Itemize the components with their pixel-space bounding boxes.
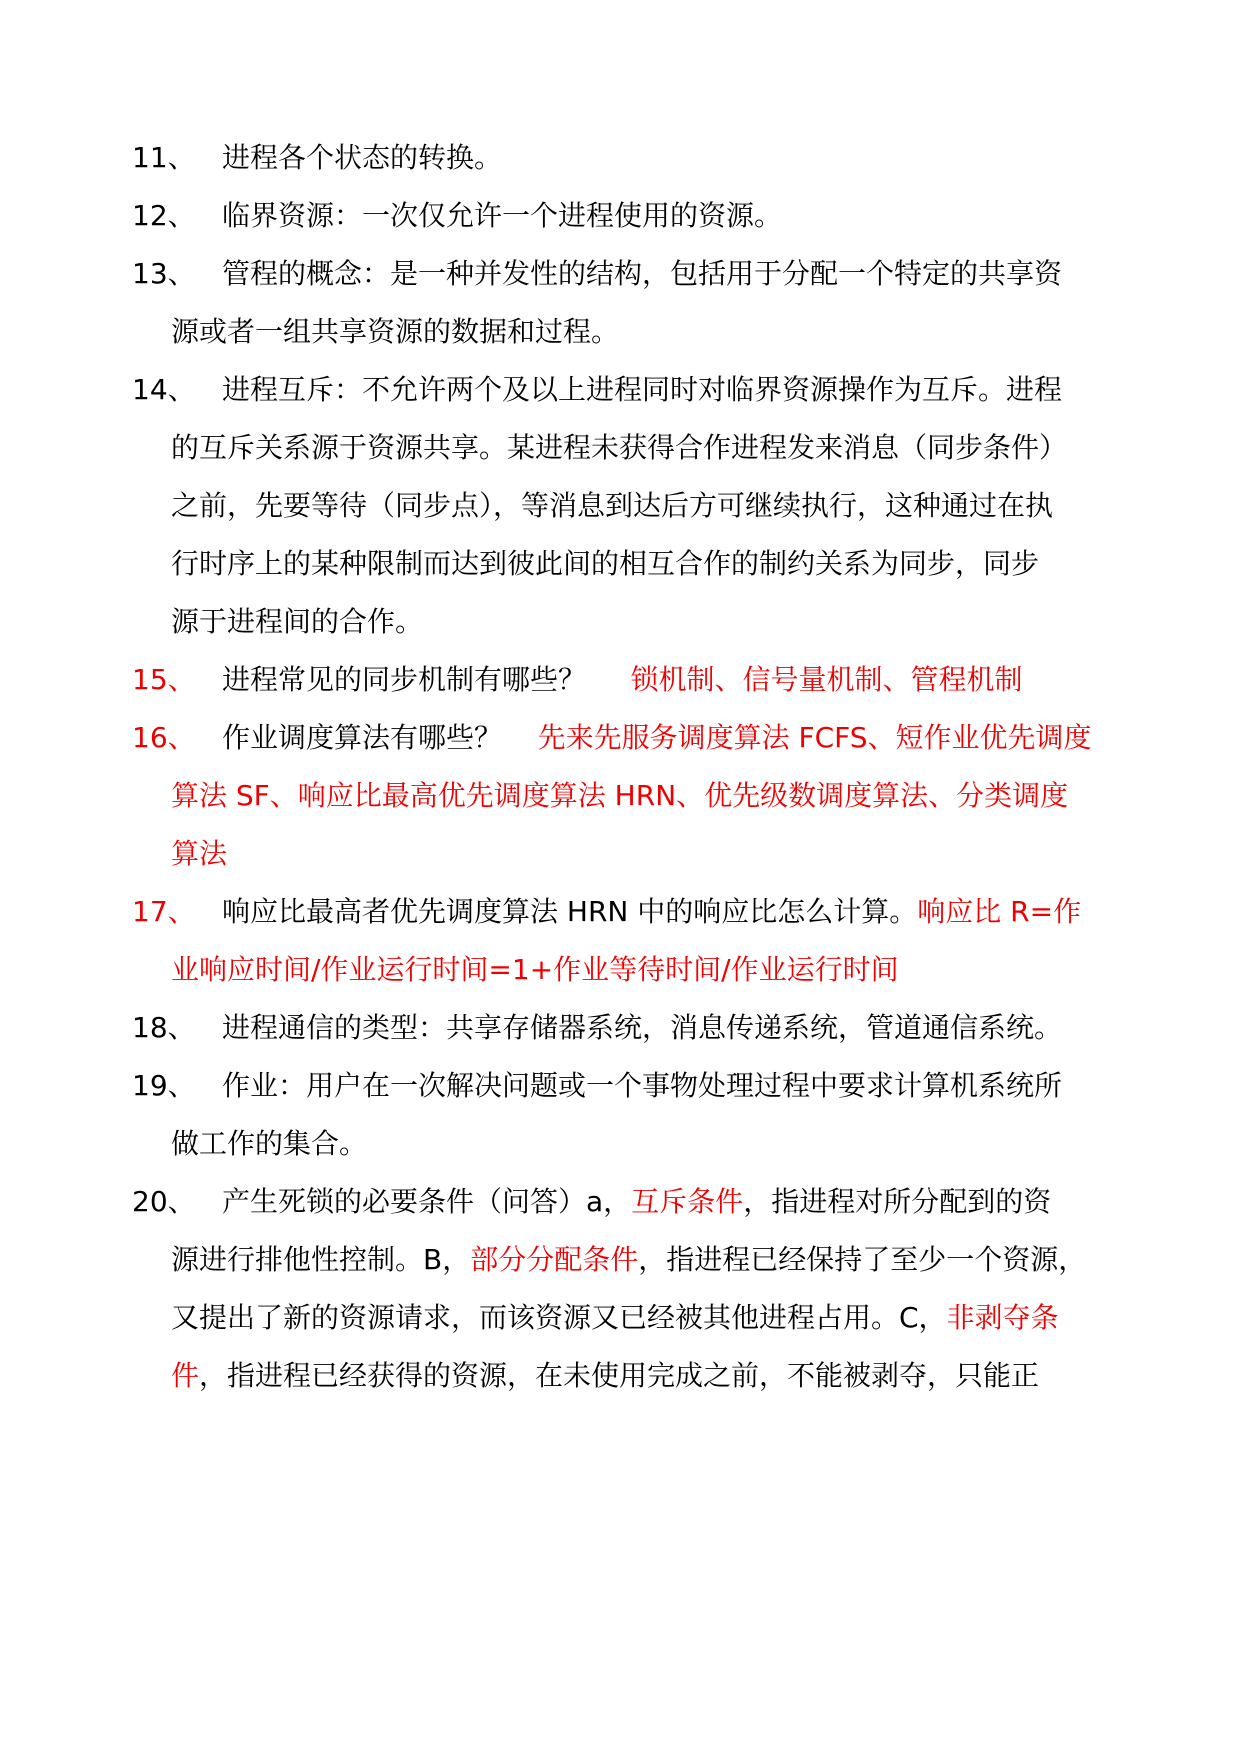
highlighted-text: 件 bbox=[171, 1359, 200, 1392]
item-number: 20、 bbox=[132, 1185, 196, 1218]
item-text-line bbox=[171, 312, 619, 352]
text-segment: 进程常见的同步机制有哪些？ bbox=[222, 663, 631, 696]
text-segment: 行时序上的某种限制而达到彼此间的相互合作的制约关系为同步，同步 bbox=[171, 547, 1040, 580]
text-segment: ，指进程对所分配到的资 bbox=[743, 1185, 1052, 1218]
highlighted-text: 算法 SF、响应比最高优先调度算法 HRN、优先级数调度算法、分类调度 bbox=[171, 779, 1069, 812]
item-text-line bbox=[222, 138, 502, 178]
text-segment: 作业：用户在一次解决问题或一个事物处理过程中要求计算机系统所 bbox=[222, 1069, 1063, 1102]
item-text-line bbox=[171, 602, 423, 642]
item-text-line bbox=[222, 718, 1092, 758]
item-number: 15、 bbox=[132, 663, 196, 696]
item-number: 16、 bbox=[132, 721, 196, 754]
highlighted-text: 算法 bbox=[171, 837, 228, 870]
item-text-line bbox=[171, 428, 1067, 468]
text-segment: 源进行排他性控制。B， bbox=[171, 1243, 471, 1276]
text-segment: 做工作的集合。 bbox=[171, 1127, 368, 1160]
item-text-line bbox=[171, 834, 227, 874]
text-segment: 管程的概念：是一种并发性的结构，包括用于分配一个特定的共享资 bbox=[222, 257, 1063, 290]
text-segment: 之前，先要等待（同步点），等消息到达后方可继续执行，这种通过在执 bbox=[171, 489, 1054, 522]
text-segment: 源或者一组共享资源的数据和过程。 bbox=[171, 315, 620, 348]
item-number: 18、 bbox=[132, 1011, 196, 1044]
item-text-line bbox=[222, 370, 1062, 410]
item-number: 19、 bbox=[132, 1069, 196, 1102]
highlighted-text: 锁机制、信号量机制、管程机制 bbox=[630, 663, 1023, 696]
highlighted-text: 先来先服务调度算法 FCFS、短作业优先调度 bbox=[537, 721, 1092, 754]
item-text-line bbox=[222, 254, 1062, 294]
item-text-line bbox=[171, 1240, 1086, 1280]
item-text-line bbox=[171, 1124, 367, 1164]
text-segment: 临界资源：一次仅允许一个进程使用的资源。 bbox=[222, 199, 783, 232]
item-number: 13、 bbox=[132, 257, 196, 290]
item-text-line bbox=[222, 1182, 1051, 1222]
highlighted-text: 互斥条件 bbox=[631, 1185, 744, 1218]
item-text-line bbox=[171, 1298, 1059, 1338]
item-text-line bbox=[222, 660, 1023, 700]
item-number: 17、 bbox=[132, 895, 196, 928]
text-segment: 进程各个状态的转换。 bbox=[222, 141, 503, 174]
text-segment: 作业调度算法有哪些？ bbox=[222, 721, 538, 754]
item-text-line bbox=[171, 776, 1068, 816]
item-text-line bbox=[222, 892, 1081, 932]
text-segment: 进程通信的类型：共享存储器系统，消息传递系统，管道通信系统。 bbox=[222, 1011, 1063, 1044]
highlighted-text: 响应比 R=作 bbox=[917, 895, 1082, 928]
text-segment: 源于进程间的合作。 bbox=[171, 605, 424, 638]
item-text-line bbox=[171, 544, 1039, 584]
text-segment: 响应比最高者优先调度算法 HRN 中的响应比怎么计算。 bbox=[222, 895, 918, 928]
item-text-line bbox=[222, 196, 782, 236]
item-text-line bbox=[171, 950, 899, 990]
text-segment: 进程互斥：不允许两个及以上进程同时对临界资源操作为互斥。进程 bbox=[222, 373, 1063, 406]
text-segment: 又提出了新的资源请求，而该资源又已经被其他进程占用。C， bbox=[171, 1301, 947, 1334]
text-segment: ，指进程已经获得的资源，在未使用完成之前，不能被剥夺，只能正 bbox=[199, 1359, 1040, 1392]
highlighted-text: 部分分配条件 bbox=[470, 1243, 639, 1276]
highlighted-text: 非剥夺条 bbox=[946, 1301, 1059, 1334]
highlighted-text: 业响应时间/作业运行时间=1+作业等待时间/作业运行时间 bbox=[171, 953, 899, 986]
item-text-line bbox=[171, 1356, 1039, 1396]
item-text-line bbox=[222, 1066, 1062, 1106]
text-segment: ，指进程已经保持了至少一个资源， bbox=[638, 1243, 1087, 1276]
text-segment: 产生死锁的必要条件（问答）a， bbox=[222, 1185, 632, 1218]
text-segment: 的互斥关系源于资源共享。某进程未获得合作进程发来消息（同步条件） bbox=[171, 431, 1068, 464]
item-text-line bbox=[222, 1008, 1062, 1048]
item-number: 14、 bbox=[132, 373, 196, 406]
item-number: 12、 bbox=[132, 199, 196, 232]
item-text-line bbox=[171, 486, 1053, 526]
item-number: 11、 bbox=[132, 141, 196, 174]
